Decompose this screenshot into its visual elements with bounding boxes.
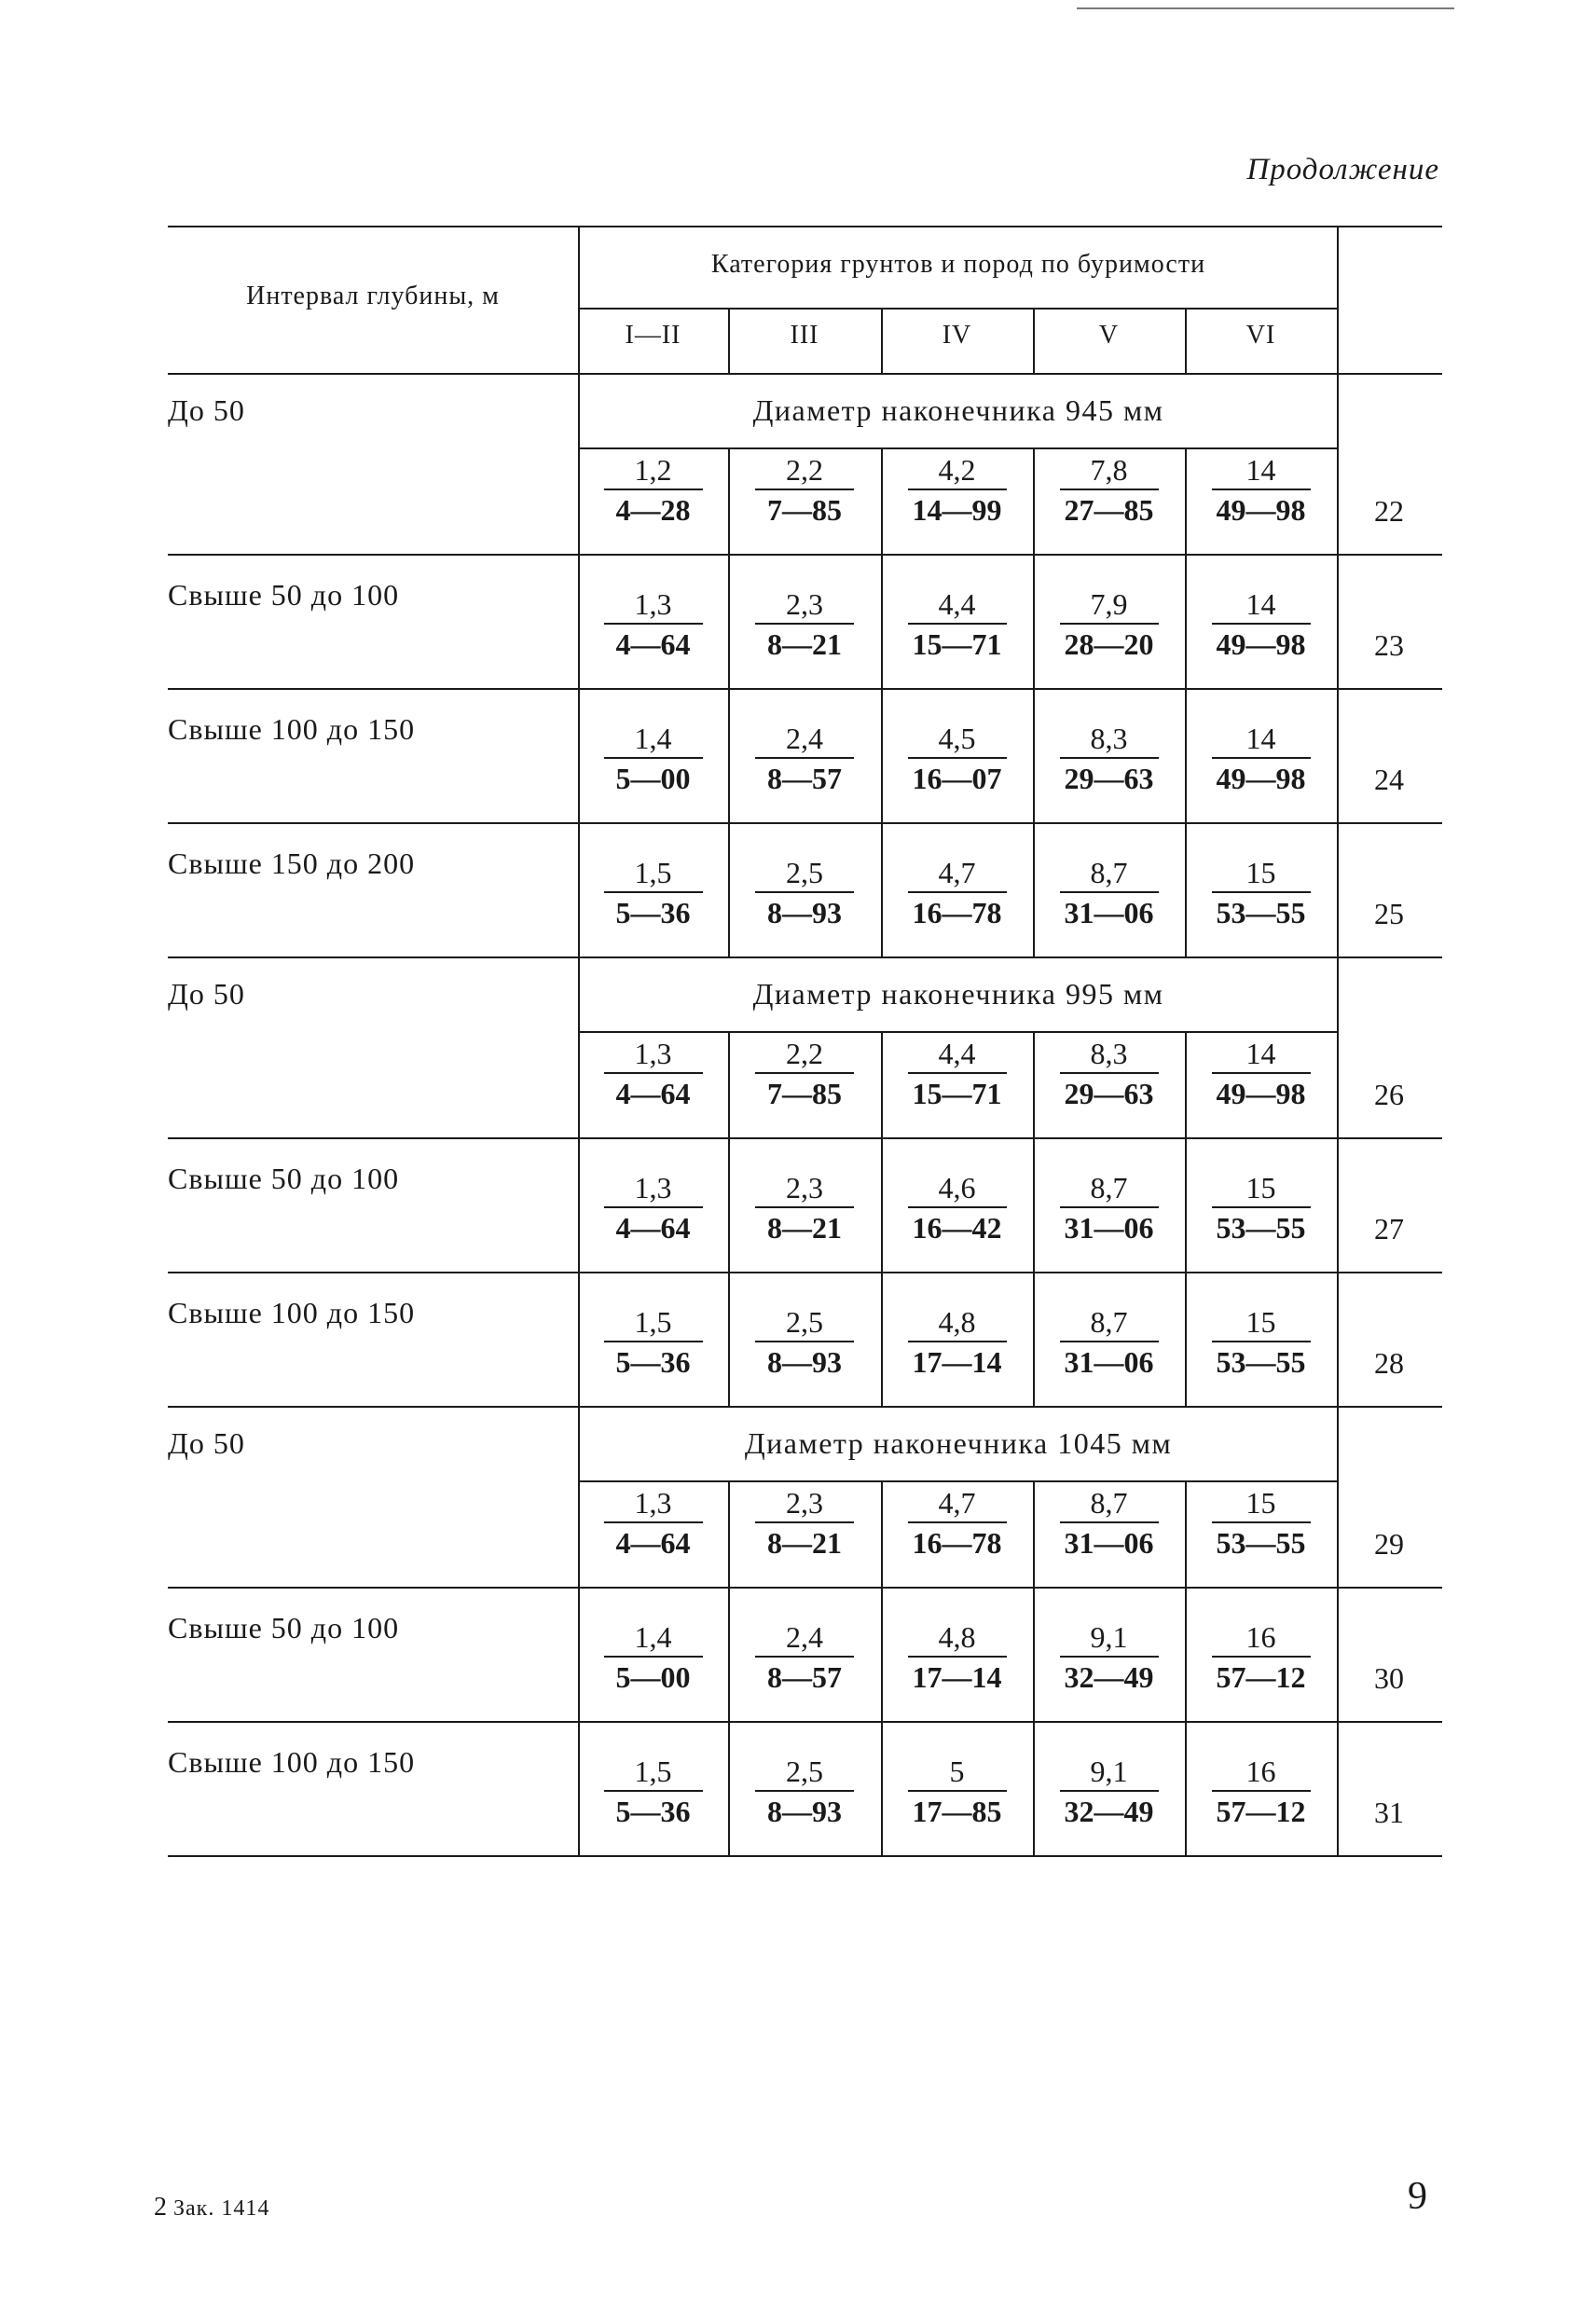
fraction-denominator: 4—64	[615, 1077, 691, 1110]
fraction-numerator: 9,1	[1090, 1620, 1128, 1654]
fraction-cell	[1039, 854, 1179, 932]
fraction-cell	[1191, 1035, 1331, 1113]
rownum-divider	[1337, 554, 1339, 688]
rownum-divider	[1337, 1272, 1339, 1406]
category-col-divider	[1033, 1480, 1035, 1587]
fraction-cell	[735, 1169, 874, 1247]
category-col-divider	[1033, 447, 1035, 554]
fraction-denominator: 8—21	[767, 1526, 842, 1560]
fraction-denominator: 8—93	[767, 896, 842, 929]
category-header: Категория грунтов и пород по буримости	[710, 250, 1206, 279]
row-rule	[168, 688, 1442, 690]
rownum-divider	[1337, 956, 1339, 1031]
category-col-divider	[1033, 308, 1035, 373]
fraction-cell	[887, 1484, 1027, 1562]
fraction-denominator: 8—21	[767, 1211, 842, 1245]
category-col-divider	[881, 1721, 883, 1855]
row-number: 26	[1374, 1078, 1404, 1111]
fraction-denominator: 16—78	[912, 1526, 1002, 1560]
fraction-cell	[887, 1303, 1027, 1382]
category-col-divider	[1033, 1721, 1035, 1855]
fraction-numerator: 7,9	[1090, 587, 1128, 621]
category-col-divider	[728, 1480, 730, 1587]
fraction-denominator: 8—21	[767, 627, 842, 661]
fraction-denominator: 8—93	[767, 1345, 842, 1379]
rownum-divider	[1337, 1587, 1339, 1721]
fraction-cell	[584, 1753, 723, 1831]
row-rule	[168, 1587, 1442, 1589]
category-col-2: III	[790, 321, 819, 350]
category-col-divider	[728, 1721, 730, 1855]
fraction-cell	[1191, 1618, 1331, 1697]
fraction-denominator: 16—07	[912, 762, 1002, 795]
category-col-5: VI	[1245, 321, 1276, 350]
interval-divider	[578, 1480, 580, 1587]
fraction-numerator: 14	[1245, 1037, 1276, 1070]
fraction-cell	[887, 1169, 1027, 1247]
category-col-divider	[1185, 308, 1187, 373]
fraction-numerator: 8,3	[1090, 1037, 1128, 1070]
fraction-cell	[1191, 854, 1331, 932]
fraction-denominator: 4—28	[615, 493, 691, 527]
diameter-rule	[578, 447, 1339, 449]
fraction-numerator: 8,7	[1090, 1171, 1128, 1204]
fraction-cell	[735, 1618, 874, 1697]
fraction-denominator: 32—49	[1064, 1795, 1154, 1828]
fraction-cell	[735, 585, 874, 664]
category-col-divider	[881, 308, 883, 373]
interval-divider	[578, 373, 580, 447]
row-rule	[168, 956, 1442, 958]
fraction-denominator: 5—00	[615, 762, 691, 795]
fraction-cell	[735, 1303, 874, 1382]
fraction-cell	[735, 1753, 874, 1831]
fraction-denominator: 57—12	[1216, 1660, 1306, 1694]
fraction-cell	[1191, 1484, 1331, 1562]
fraction-denominator: 16—42	[912, 1211, 1002, 1245]
row-number: 29	[1374, 1527, 1404, 1561]
fraction-denominator: 4—64	[615, 627, 691, 661]
fraction-denominator: 53—55	[1216, 1345, 1306, 1379]
category-col-divider	[728, 822, 730, 956]
fraction-denominator: 5—36	[615, 896, 691, 929]
rownum-divider	[1337, 1406, 1339, 1480]
fraction-cell	[1039, 1303, 1179, 1382]
fraction-cell	[1039, 1618, 1179, 1697]
category-col-divider	[1033, 1137, 1035, 1272]
rownum-divider	[1337, 688, 1339, 822]
category-col-divider	[1185, 554, 1187, 688]
category-col-divider	[1185, 822, 1187, 956]
fraction-cell	[584, 1618, 723, 1697]
fraction-numerator: 9,1	[1090, 1755, 1128, 1788]
fraction-numerator: 2,5	[786, 1755, 823, 1788]
fraction-denominator: 49—98	[1216, 762, 1306, 795]
diameter-rule	[578, 1031, 1339, 1033]
category-col-divider	[1185, 1272, 1187, 1406]
fraction-cell	[584, 1035, 723, 1113]
fraction-numerator: 15	[1245, 1486, 1276, 1520]
fraction-denominator: 4—64	[615, 1526, 691, 1560]
fraction-numerator: 2,3	[786, 1171, 823, 1204]
category-col-divider	[728, 1587, 730, 1721]
diameter-label: Диаметр наконечника 1045 мм	[744, 1426, 1173, 1460]
fraction-denominator: 53—55	[1216, 1526, 1306, 1560]
row-number: 30	[1374, 1661, 1404, 1695]
category-col-divider	[728, 1031, 730, 1137]
fraction-numerator: 2,2	[786, 453, 823, 487]
fraction-numerator: 1,4	[634, 722, 672, 755]
fraction-denominator: 17—14	[912, 1345, 1002, 1379]
fraction-denominator: 31—06	[1064, 1526, 1154, 1560]
fraction-cell	[735, 1484, 874, 1562]
interval-divider	[578, 226, 580, 373]
rownum-divider	[1337, 1031, 1339, 1137]
fraction-cell	[584, 854, 723, 932]
fraction-cell	[584, 1169, 723, 1247]
fraction-numerator: 4,7	[938, 1486, 976, 1520]
row-rule	[168, 1406, 1442, 1408]
fraction-denominator: 49—98	[1216, 1077, 1306, 1110]
category-col-divider	[881, 688, 883, 822]
fraction-denominator: 27—85	[1064, 493, 1154, 527]
fraction-cell	[584, 1303, 723, 1382]
fraction-denominator: 8—93	[767, 1795, 842, 1828]
category-col-divider	[1185, 688, 1187, 822]
fraction-cell	[887, 854, 1027, 932]
fraction-cell	[1191, 1753, 1331, 1831]
table-top-rule	[168, 226, 1442, 227]
top-rule	[1077, 7, 1454, 9]
fraction-numerator: 15	[1245, 856, 1276, 889]
fraction-denominator: 5—00	[615, 1660, 691, 1694]
row-rule	[168, 1137, 1442, 1139]
fraction-numerator: 2,3	[786, 1486, 823, 1520]
category-col-divider	[728, 554, 730, 688]
rownum-divider	[1337, 1137, 1339, 1272]
fraction-denominator: 8—57	[767, 1660, 842, 1694]
fraction-cell	[887, 1035, 1027, 1113]
category-col-divider	[1185, 447, 1187, 554]
fraction-numerator: 1,2	[634, 453, 672, 487]
category-col-divider	[1185, 1587, 1187, 1721]
fraction-cell	[887, 1618, 1027, 1697]
order-number: Зак. 1414	[173, 2196, 270, 2221]
fraction-numerator: 2,3	[786, 587, 823, 621]
fraction-numerator: 4,6	[938, 1171, 976, 1204]
interval-label: До 50	[168, 393, 245, 427]
category-col-3: IV	[942, 321, 972, 350]
fraction-cell	[735, 451, 874, 530]
fraction-cell	[1039, 451, 1179, 530]
fraction-numerator: 2,5	[786, 1305, 823, 1339]
row-rule	[168, 1272, 1442, 1273]
row-number: 23	[1374, 628, 1404, 662]
category-col-divider	[1185, 1137, 1187, 1272]
interval-label: До 50	[168, 1426, 245, 1460]
rownum-divider	[1337, 1721, 1339, 1855]
fraction-numerator: 15	[1245, 1171, 1276, 1204]
fraction-numerator: 8,7	[1090, 856, 1128, 889]
category-col-divider	[881, 822, 883, 956]
interval-label: До 50	[168, 977, 245, 1011]
interval-divider	[578, 1721, 580, 1855]
fraction-cell	[1191, 585, 1331, 664]
category-col-divider	[1033, 688, 1035, 822]
category-col-divider	[1185, 1721, 1187, 1855]
row-number: 25	[1374, 897, 1404, 930]
fraction-numerator: 16	[1245, 1620, 1276, 1654]
category-col-divider	[1185, 1031, 1187, 1137]
category-col-divider	[881, 447, 883, 554]
fraction-numerator: 16	[1245, 1755, 1276, 1788]
fraction-denominator: 49—98	[1216, 627, 1306, 661]
fraction-denominator: 15—71	[912, 1077, 1002, 1110]
category-col-divider	[1033, 1031, 1035, 1137]
fraction-cell	[887, 451, 1027, 530]
fraction-numerator: 1,3	[634, 1171, 672, 1204]
header-bottom-rule	[168, 373, 1442, 375]
fraction-numerator: 14	[1245, 587, 1276, 621]
fraction-cell	[1039, 720, 1179, 798]
category-col-divider	[881, 1272, 883, 1406]
category-col-divider	[881, 1137, 883, 1272]
fraction-numerator: 8,7	[1090, 1305, 1128, 1339]
fraction-cell	[1039, 1169, 1179, 1247]
interval-label: Свыше 100 до 150	[168, 1296, 416, 1329]
rownum-divider	[1337, 447, 1339, 554]
fraction-cell	[584, 451, 723, 530]
fraction-numerator: 8,7	[1090, 1486, 1128, 1520]
fraction-cell	[1039, 585, 1179, 664]
page-number: 9	[1408, 2175, 1427, 2218]
fraction-denominator: 15—71	[912, 627, 1002, 661]
row-number: 24	[1374, 763, 1404, 796]
interval-divider	[578, 956, 580, 1031]
interval-divider	[578, 1272, 580, 1406]
fraction-numerator: 15	[1245, 1305, 1276, 1339]
interval-divider	[578, 1406, 580, 1480]
fraction-denominator: 31—06	[1064, 1345, 1154, 1379]
fraction-denominator: 29—63	[1064, 762, 1154, 795]
interval-label: Свыше 100 до 150	[168, 712, 416, 746]
fraction-denominator: 5—36	[615, 1795, 691, 1828]
category-col-divider	[728, 308, 730, 373]
fraction-numerator: 5	[949, 1755, 965, 1788]
row-number: 28	[1374, 1346, 1404, 1380]
interval-label: Свыше 150 до 200	[168, 846, 416, 880]
fraction-numerator: 8,3	[1090, 722, 1128, 755]
fraction-denominator: 32—49	[1064, 1660, 1154, 1694]
fraction-numerator: 4,4	[938, 1037, 976, 1070]
continuation-label: Продолжение	[1246, 153, 1439, 186]
interval-divider	[578, 688, 580, 822]
fraction-numerator: 1,5	[634, 856, 672, 889]
fraction-cell	[887, 720, 1027, 798]
fraction-cell	[1039, 1484, 1179, 1562]
fraction-numerator: 7,8	[1090, 453, 1128, 487]
interval-divider	[578, 1137, 580, 1272]
fraction-denominator: 53—55	[1216, 896, 1306, 929]
fraction-denominator: 16—78	[912, 896, 1002, 929]
fraction-numerator: 4,7	[938, 856, 976, 889]
fraction-denominator: 53—55	[1216, 1211, 1306, 1245]
fraction-numerator: 1,3	[634, 1037, 672, 1070]
interval-label: Свыше 50 до 100	[168, 1162, 400, 1195]
fraction-numerator: 4,2	[938, 453, 976, 487]
row-number: 22	[1374, 494, 1404, 528]
category-col-divider	[1033, 822, 1035, 956]
diameter-label: Диаметр наконечника 995 мм	[752, 977, 1164, 1011]
rownum-divider	[1337, 373, 1339, 447]
fraction-cell	[1191, 451, 1331, 530]
order-footer	[154, 2193, 269, 2223]
diameter-rule	[578, 1480, 1339, 1482]
fraction-cell	[1191, 720, 1331, 798]
fraction-numerator: 2,5	[786, 856, 823, 889]
interval-divider	[578, 554, 580, 688]
category-col-divider	[728, 688, 730, 822]
fraction-denominator: 29—63	[1064, 1077, 1154, 1110]
fraction-numerator: 1,3	[634, 587, 672, 621]
category-col-4: V	[1098, 321, 1120, 350]
interval-divider	[578, 1031, 580, 1137]
fraction-denominator: 31—06	[1064, 896, 1154, 929]
category-col-divider	[1033, 1272, 1035, 1406]
rownum-divider	[1337, 1480, 1339, 1587]
fraction-numerator: 4,4	[938, 587, 976, 621]
fraction-numerator: 4,8	[938, 1305, 976, 1339]
category-col-divider	[728, 1137, 730, 1272]
fraction-denominator: 57—12	[1216, 1795, 1306, 1828]
rownum-divider	[1337, 822, 1339, 956]
fraction-numerator: 1,5	[634, 1305, 672, 1339]
fraction-denominator: 4—64	[615, 1211, 691, 1245]
category-col-divider	[1033, 1587, 1035, 1721]
fraction-numerator: 2,4	[786, 1620, 823, 1654]
row-rule	[168, 554, 1442, 556]
category-col-divider	[881, 554, 883, 688]
row-rule	[168, 822, 1442, 824]
interval-label: Свыше 100 до 150	[168, 1745, 416, 1779]
row-rule	[168, 1721, 1442, 1723]
fraction-cell	[735, 720, 874, 798]
interval-label: Свыше 50 до 100	[168, 1611, 400, 1645]
fraction-cell	[1039, 1035, 1179, 1113]
row-rule	[168, 1855, 1442, 1857]
category-col-divider	[728, 447, 730, 554]
category-header-rule	[578, 308, 1339, 310]
interval-label: Свыше 50 до 100	[168, 578, 400, 612]
fraction-cell	[887, 1753, 1027, 1831]
interval-divider	[578, 447, 580, 554]
fraction-numerator: 14	[1245, 722, 1276, 755]
rownum-divider	[1337, 226, 1339, 373]
fraction-numerator: 4,8	[938, 1620, 976, 1654]
fraction-numerator: 1,5	[634, 1755, 672, 1788]
category-col-divider	[881, 1480, 883, 1587]
fraction-denominator: 31—06	[1064, 1211, 1154, 1245]
row-number: 31	[1374, 1796, 1404, 1829]
fraction-denominator: 5—36	[615, 1345, 691, 1379]
interval-divider	[578, 1587, 580, 1721]
fraction-cell	[1039, 1753, 1179, 1831]
diameter-label: Диаметр наконечника 945 мм	[752, 393, 1164, 427]
fraction-cell	[735, 854, 874, 932]
fraction-cell	[584, 1484, 723, 1562]
fraction-denominator: 49—98	[1216, 493, 1306, 527]
fraction-numerator: 14	[1245, 453, 1276, 487]
fraction-denominator: 14—99	[912, 493, 1002, 527]
fraction-numerator: 2,2	[786, 1037, 823, 1070]
fraction-denominator: 28—20	[1064, 627, 1154, 661]
fraction-denominator: 7—85	[767, 1077, 842, 1110]
category-col-divider	[881, 1031, 883, 1137]
fraction-numerator: 1,4	[634, 1620, 672, 1654]
interval-header: Интервал глубины, м	[246, 282, 500, 310]
category-col-divider	[881, 1587, 883, 1721]
row-number: 27	[1374, 1212, 1404, 1245]
category-col-divider	[1185, 1480, 1187, 1587]
order-prefix: 2	[154, 2193, 167, 2222]
category-col-divider	[728, 1272, 730, 1406]
fraction-numerator: 2,4	[786, 722, 823, 755]
fraction-denominator: 17—85	[912, 1795, 1002, 1828]
interval-divider	[578, 822, 580, 956]
fraction-cell	[584, 585, 723, 664]
fraction-denominator: 8—57	[767, 762, 842, 795]
fraction-cell	[735, 1035, 874, 1113]
fraction-numerator: 4,5	[938, 722, 976, 755]
fraction-cell	[584, 720, 723, 798]
fraction-cell	[887, 585, 1027, 664]
fraction-denominator: 7—85	[767, 493, 842, 527]
fraction-cell	[1191, 1303, 1331, 1382]
fraction-numerator: 1,3	[634, 1486, 672, 1520]
category-col-divider	[1033, 554, 1035, 688]
fraction-denominator: 17—14	[912, 1660, 1002, 1694]
category-col-1: I—II	[625, 321, 681, 350]
fraction-cell	[1191, 1169, 1331, 1247]
